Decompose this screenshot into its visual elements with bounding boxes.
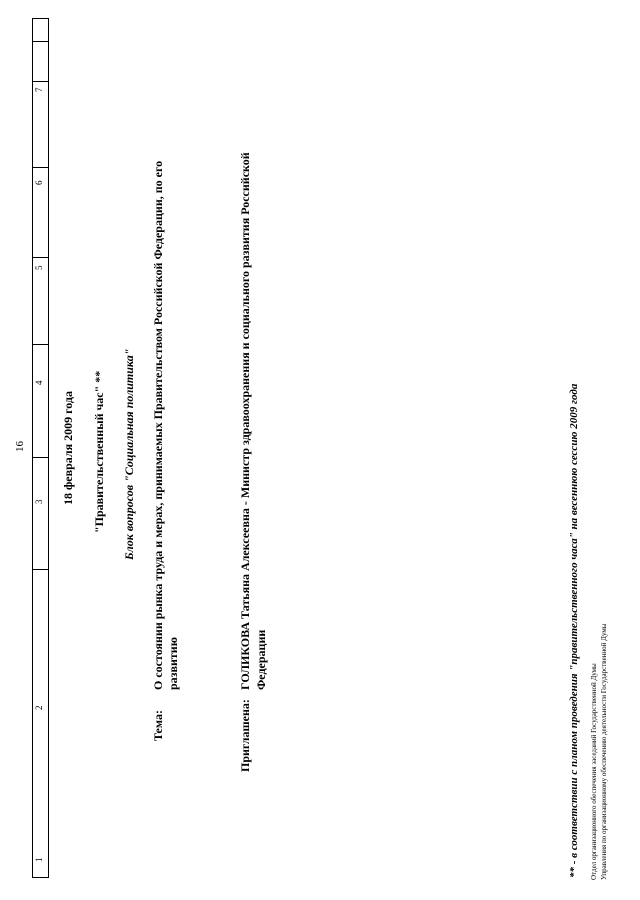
meeting-date: 18 февраля 2009 года (61, 391, 75, 505)
invited-text-line2: Федерации (254, 629, 268, 690)
column-divider (33, 81, 48, 82)
column-number: 5 (34, 265, 44, 270)
column-number: 4 (34, 380, 44, 385)
column-number: 7 (34, 87, 44, 92)
department-line2: Управления по организационному обеспечению деятельности Государственной Думы (600, 623, 608, 880)
column-header-strip (32, 18, 49, 878)
column-number: 6 (34, 180, 44, 185)
invited-label: Приглашена: (238, 699, 252, 772)
column-number: 2 (34, 705, 44, 710)
question-block: Блок вопросов "Социальная политика" (122, 348, 136, 560)
topic-label: Тема: (151, 710, 165, 741)
footnote: ** - в соответствии с планом проведения "правительственного часа" на весеннюю сессию 2009 года (568, 383, 580, 878)
column-number: 3 (34, 499, 44, 504)
department-line1: Отдел организационного обеспечения заседаний Государственной Думы (590, 663, 598, 880)
invited-text-line1: ГОЛИКОВА Татьяна Алексеевна - Министр здравоохранения и социального развития Российской (238, 152, 252, 690)
page-number: 16 (14, 441, 26, 452)
topic-text-line2: развитию (166, 637, 180, 690)
column-divider (33, 167, 48, 168)
column-number: 1 (34, 857, 44, 862)
session-title: "Правительственный час" ** (92, 370, 106, 533)
column-divider (33, 257, 48, 258)
topic-text-line1: О состоянии рынка труда и мерах, принимаемых Правительством Российской Федерации, по его (151, 160, 165, 690)
column-divider (33, 344, 48, 345)
column-divider (33, 41, 48, 42)
column-divider (33, 569, 48, 570)
column-divider (33, 457, 48, 458)
